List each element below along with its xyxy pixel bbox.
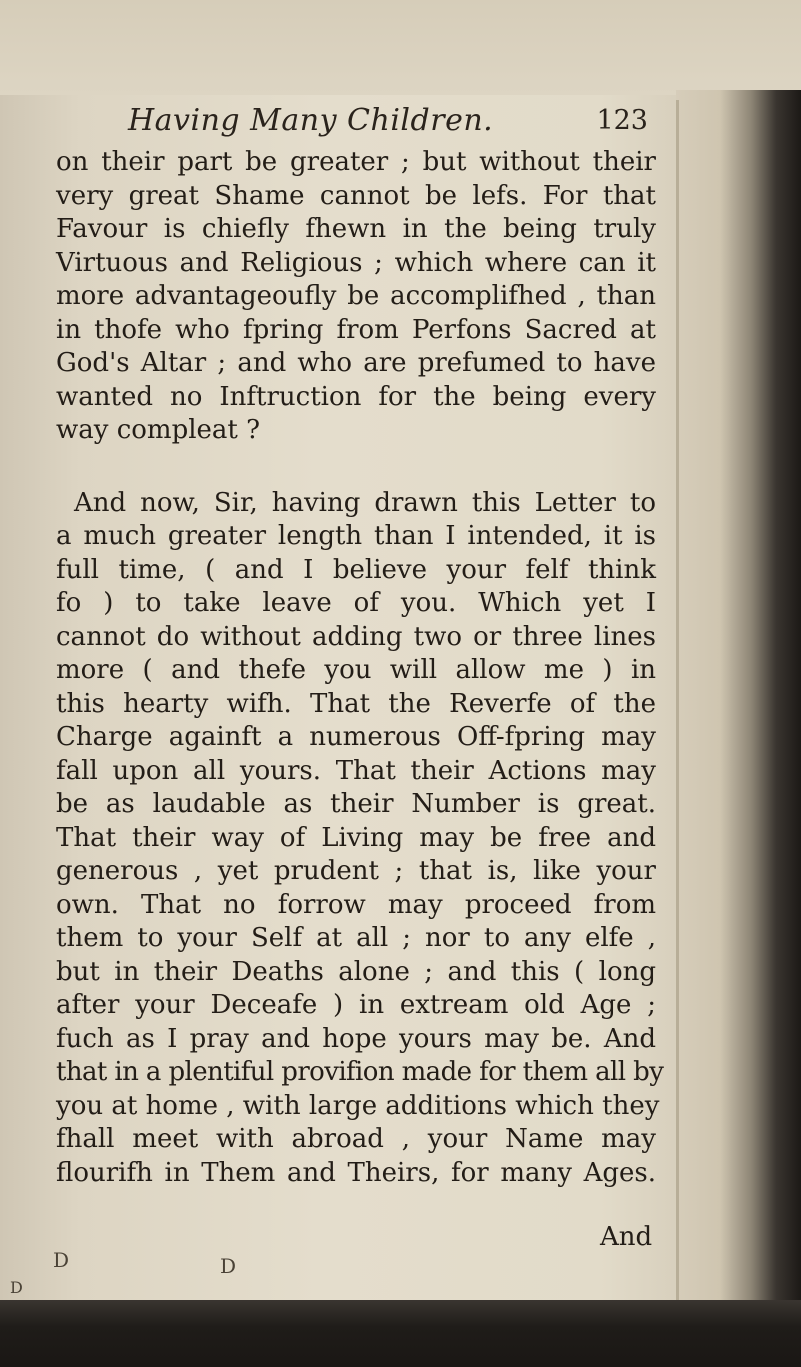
text-line: And now, Sir, having drawn this Letter to xyxy=(74,487,656,518)
text-line: fo ) to take leave of you. Which yet I xyxy=(56,588,656,618)
margin-mark: D xyxy=(220,1254,237,1278)
text-line: Virtuous and Religious ; which where can it xyxy=(56,247,656,278)
page-edge xyxy=(676,100,679,1300)
text-line: wanted no Inftruction for the being every xyxy=(56,381,656,412)
text-line: after your Deceafe ) in extream old Age ; xyxy=(56,990,656,1020)
paragraph-gap xyxy=(56,448,656,487)
text-line: more ( and thefe you will allow me ) in xyxy=(56,655,656,685)
catchword: And xyxy=(600,1222,653,1252)
text-line: a much greater length than I intended, it is xyxy=(56,521,656,551)
text-line: that in a plentiful provifion made for them all by xyxy=(56,1057,664,1087)
running-head xyxy=(128,103,648,143)
page-gutter-shadow xyxy=(676,90,801,1305)
text-line: cannot do without adding two or three lines xyxy=(56,621,656,652)
text-line: on their part be greater ; but without their xyxy=(56,147,656,177)
text-line: this hearty wifh. That the Reverfe of the xyxy=(56,688,656,719)
text-line: generous , yet prudent ; that is, like your xyxy=(56,856,656,886)
body-text xyxy=(56,146,664,1190)
page-bottom-shadow xyxy=(0,1300,801,1367)
paragraph-2 xyxy=(56,487,664,1191)
text-line: Favour is chiefly fhewn in the being truly xyxy=(56,214,656,244)
text-line: That their way of Living may be free and xyxy=(56,822,656,853)
page-number: 123 xyxy=(596,105,648,136)
text-line: but in their Deaths alone ; and this ( long xyxy=(56,956,656,987)
text-line: be as laudable as their Number is great. xyxy=(56,789,656,819)
margin-mark: D xyxy=(10,1278,23,1297)
text-line: flourifh in Them and Theirs, for many Ages. xyxy=(56,1157,656,1188)
paragraph-1 xyxy=(56,146,656,448)
text-line: way compleat ? xyxy=(56,415,261,445)
text-line: Charge againft a numerous Off-fpring may xyxy=(56,722,656,752)
text-line: fhall meet with abroad , your Name may xyxy=(56,1124,656,1154)
text-line: very great Shame cannot be lefs. For that xyxy=(56,180,656,211)
text-line: God's Altar ; and who are prefumed to have xyxy=(56,348,656,378)
page-top-margin xyxy=(0,0,801,95)
text-line: fall upon all yours. That their Actions may xyxy=(56,755,656,786)
text-line: you at home , with large additions which they xyxy=(56,1090,660,1121)
text-line: full time, ( and I believe your felf think xyxy=(56,554,656,585)
text-line: them to your Self at all ; nor to any elfe , xyxy=(56,923,656,953)
text-line: in thofe who fpring from Perfons Sacred at xyxy=(56,314,656,345)
text-line: own. That no forrow may proceed from xyxy=(56,889,656,920)
text-line: more advantageoufly be accomplifhed , than xyxy=(56,281,656,311)
running-title: Having Many Children. xyxy=(128,103,494,138)
text-line: fuch as I pray and hope yours may be. And xyxy=(56,1023,656,1054)
margin-mark: D xyxy=(53,1248,70,1272)
